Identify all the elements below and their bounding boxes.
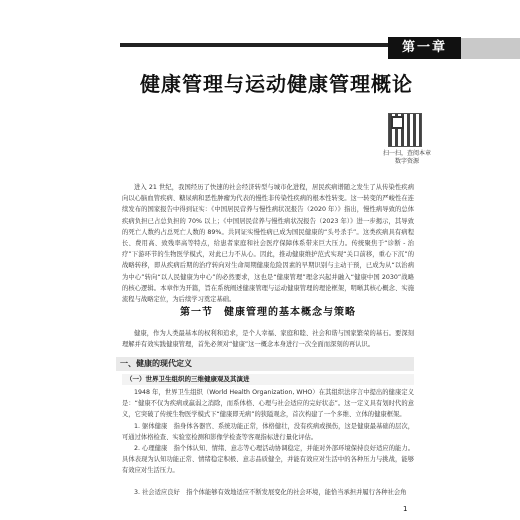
chapter-title: 健康管理与运动健康管理概论	[140, 72, 413, 96]
page-number: 1	[403, 505, 408, 513]
who-definition-paragraph: 1948 年，世界卫生组织（World Health Organization, WHO）在其组织法序言中提出的健康定义是：“健康不仅为疾病或羸弱之消除，而系体格、心理与社会适应的完好状态”。这一定义具有划时代的意义，它突破了传统生物医学模式下“健康即无病”的狭隘观念，首次构建了一个多维、立体的健康框架。	[122, 389, 414, 419]
intro-paragraph: 进入 21 世纪，我国经历了快速的社会经济转型与城市化进程，居民疾病谱随之发生了从传染性疾病向以心脑血管疾病、糖尿病和恶性肿瘤为代表的慢性非传染性疾病的根本性转变。这一转变的严峻性在连续发布的国家报告中得到证实：《中国居民营养与慢性病状况报告（2020 年）》指出，慢性病导致的总体疾病负担已占总负担的 70% 以上；《中国居民营养与慢性病状况报告（2023 年）》进一步揭示，其导致的死亡人数约占总死亡人数的 89%。共同证实慢性病已成为国民健康的“头号杀手”。这类疾病具有病程长、费用高、致残率高等特点，给患者家庭和社会医疗保障体系带来巨大压力。传统聚焦于“诊断 - 治疗”下游环节的生物医学模式，对此已力不从心。因此，推动健康维护范式实现“关口前移，重心下沉”的战略转移，即从疾病后期的治疗转向对生命周期健康危险因素的早期识别与主动干预，已成为从“以治病为中心”转向“以人民健康为中心”的必然要求，这也是“健康管理”理念兴起并融入“健康中国 2030”战略的核心逻辑。本章作为开篇，旨在系统阐述健康管理与运动健康管理的理论框架，明晰其核心概念、实施流程与战略定位，为后续学习奠定基础。	[122, 184, 414, 304]
chapter-side-tab	[461, 38, 520, 59]
section-title: 第一节 健康管理的基本概念与策略	[180, 307, 356, 318]
qr-caption: 扫一扫，查阅本章数字资源	[383, 150, 432, 165]
mental-health-paragraph: 2. 心理健康 指个体认知、情绪、意志等心理活动协调稳定，并能对外部环境保持良好适应的能力。具体表现为认知功能正常、情绪稳定积极、意志品质健全，并能有效应对生活中的各种压力与挑战，能够有效应对生活压力。	[122, 445, 414, 475]
social-adaptation-paragraph: 3. 社会适应良好 指个体能够有效地适应不断发展变化的社会环境，能恰当承担并履行各种社会角	[134, 489, 407, 496]
heading-level-2: 一、健康的现代定义	[116, 357, 414, 371]
qr-code-icon	[388, 113, 422, 147]
chapter-label: 第一章	[388, 37, 461, 59]
chapter-rule	[120, 43, 390, 47]
physical-health-paragraph: 1. 躯体健康 指身体各器官、系统功能正常，体格健壮，没有疾病或损伤，这是健康最基础的层次，可通过体格检查、实验室检测和影像学检查等客观指标进行量化评估。	[122, 423, 414, 442]
heading-level-3: （一）世界卫生组织的三维健康观及其演进	[122, 374, 414, 385]
section-intro-paragraph: 健康，作为人类最基本的权利和追求，是个人幸福、家庭和睦、社会和谐与国家繁荣的基石。要深刻理解并有效实践健康管理，首先必须对“健康”这一概念本身进行一次全面而深刻的再认识。	[122, 330, 414, 349]
